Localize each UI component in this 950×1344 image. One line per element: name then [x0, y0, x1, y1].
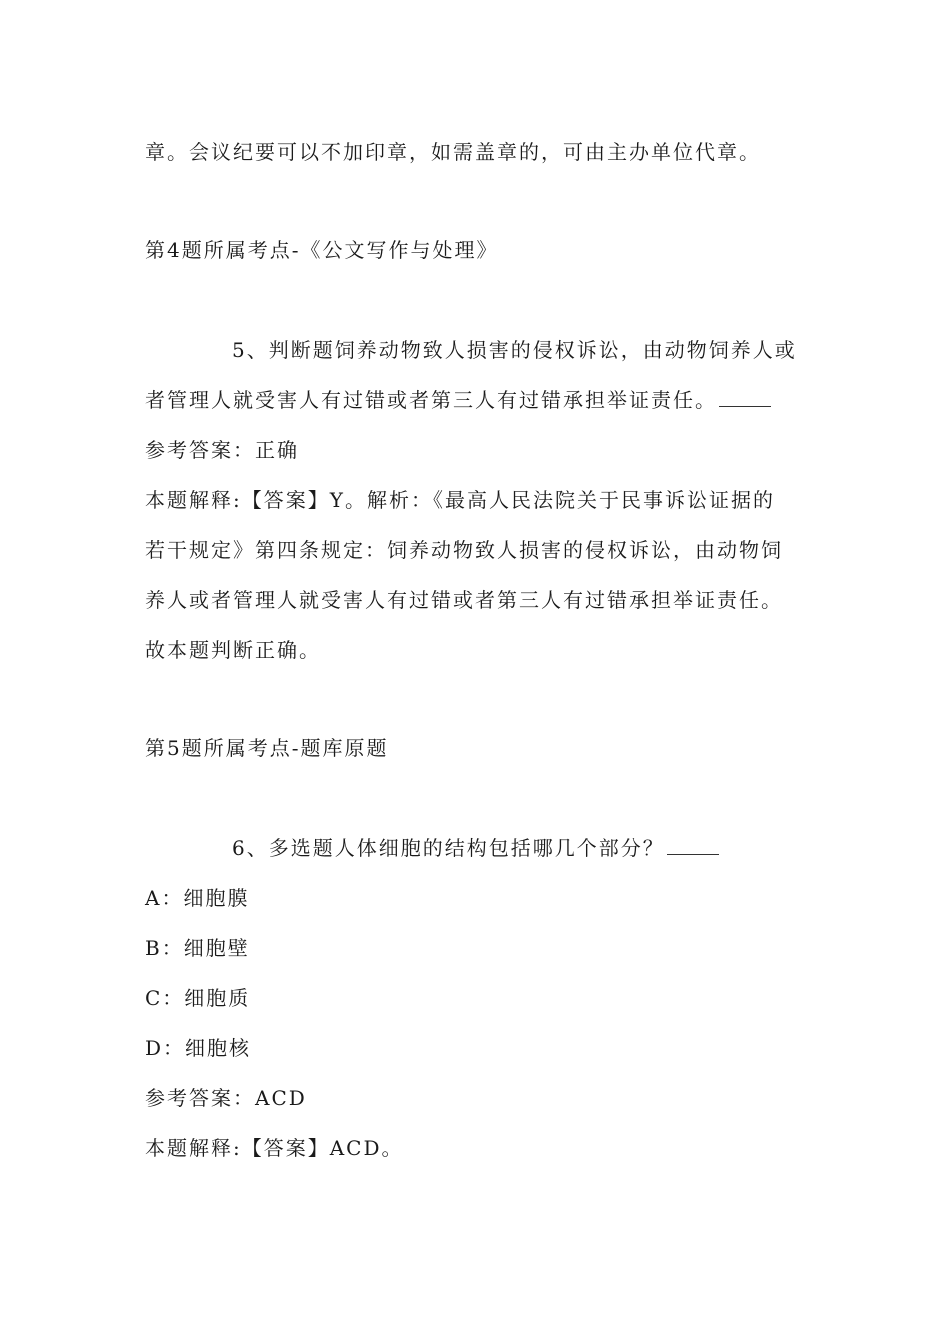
q5-stem-line2 — [145, 386, 771, 414]
q5-stem-line2-text: 者管理人就受害人有过错或者第三人有过错承担举证责任。 — [145, 388, 717, 412]
q6-option-d: D：细胞核 — [145, 1036, 252, 1060]
q5-topic: 第5题所属考点-题库原题 — [145, 736, 389, 760]
q5-stem-line1: 5、判断题饲养动物致人损害的侵权诉讼，由动物饲养人或 — [232, 338, 797, 362]
q6-stem — [232, 834, 719, 862]
q5-answer: 参考答案：正确 — [145, 438, 299, 462]
q5-explanation-line3: 养人或者管理人就受害人有过错或者第三人有过错承担举证责任。 — [145, 588, 783, 612]
q6-answer: 参考答案：ACD — [145, 1086, 307, 1110]
answer-blank — [719, 388, 771, 407]
q4-explanation-tail: 章。会议纪要可以不加印章，如需盖章的，可由主办单位代章。 — [145, 140, 761, 164]
q5-explanation-line2: 若干规定》第四条规定：饲养动物致人损害的侵权诉讼，由动物饲 — [145, 538, 783, 562]
q6-stem-text: 6、多选题人体细胞的结构包括哪几个部分？ — [232, 836, 665, 860]
q6-option-b: B：细胞壁 — [145, 936, 250, 960]
q5-explanation-line4: 故本题判断正确。 — [145, 638, 321, 662]
q6-option-c: C：细胞质 — [145, 986, 251, 1010]
q4-topic: 第4题所属考点-《公文写作与处理》 — [145, 238, 499, 262]
q5-explanation-line1: 本题解释:【答案】Y。解析：《最高人民法院关于民事诉讼证据的 — [145, 488, 775, 512]
answer-blank — [667, 836, 719, 855]
q6-explanation: 本题解释:【答案】ACD。 — [145, 1136, 404, 1160]
q6-option-a: A：细胞膜 — [145, 886, 250, 910]
